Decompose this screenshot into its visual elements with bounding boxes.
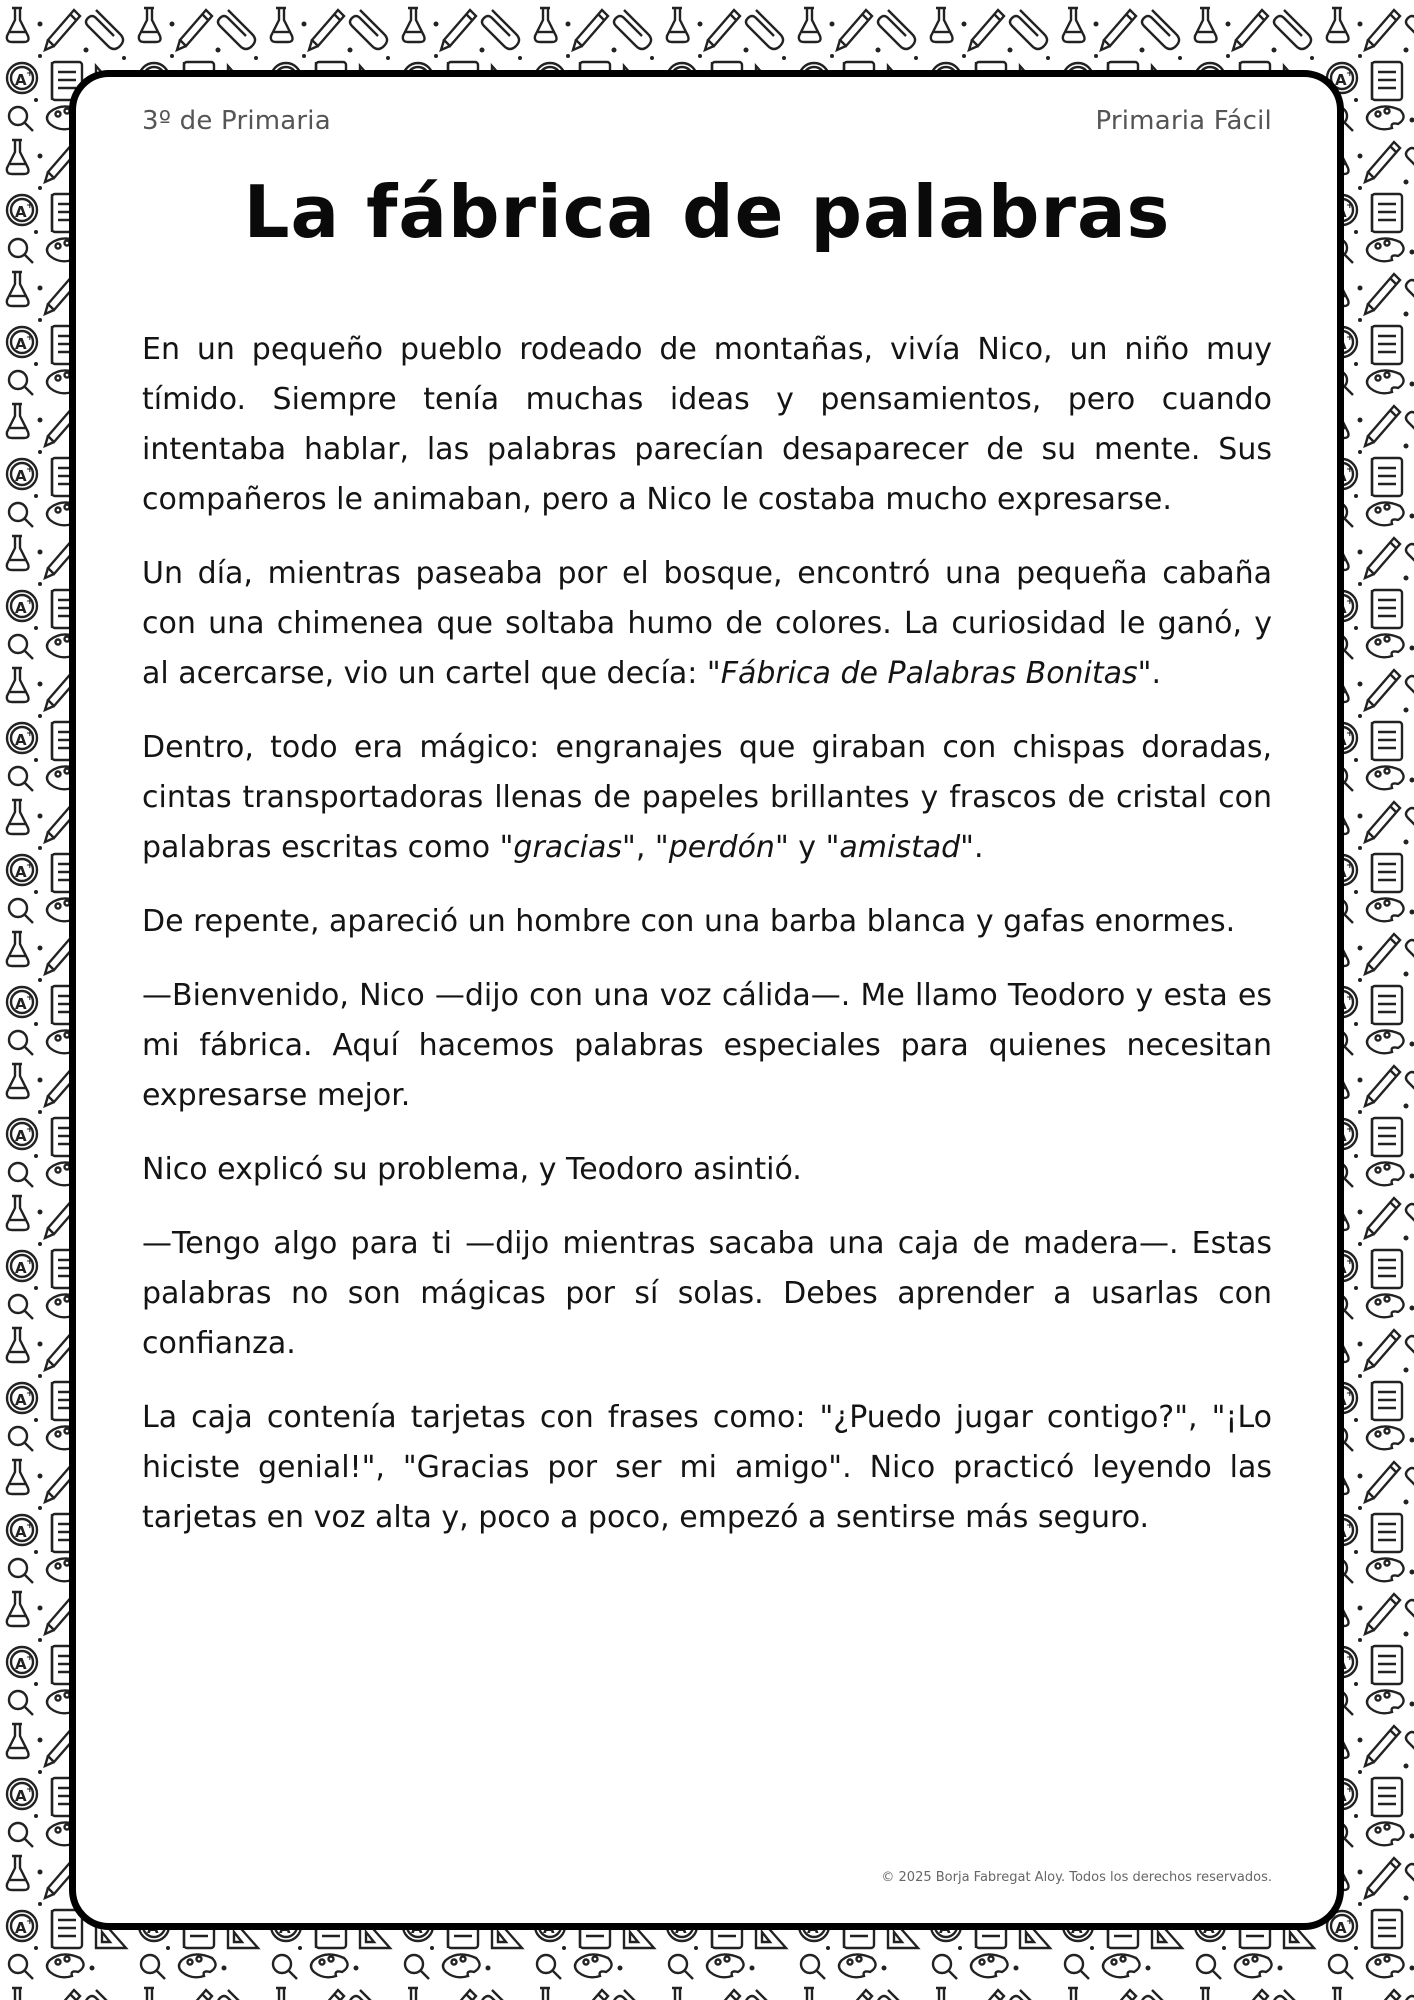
paragraph-6: Nico explicó su problema, y Teodoro asintió. [142,1152,802,1187]
paragraph-7: —Tengo algo para ti —dijo mientras sacaba una caja de madera—. Estas palabras no son mágicas por sí solas. Debes aprender a usarlas con confianza. [142,1226,1272,1361]
page-title: La fábrica de palabras [243,170,1171,254]
brand-label: Primaria Fácil [1095,106,1272,136]
paragraph-5: —Bienvenido, Nico —dijo con una voz cálida—. Me llamo Teodoro y esta es mi fábrica. Aquí hacemos palabras especiales para quienes necesitan expresarse mejor. [142,978,1272,1113]
separator-1: ", " [622,830,669,865]
paragraph-2 [142,549,1272,699]
paragraph-8: La caja contenía tarjetas con frases como: "¿Puedo jugar contigo?", "¡Lo hiciste genial!", "Gracias por ser mi amigo". Nico practicó leyendo las tarjetas en voz alta y, poco a poco, empezó a sentirse más seguro. [142,1400,1272,1535]
word-gracias: gracias [513,830,623,865]
paragraph-3-text: Dentro, todo era mágico: engranajes que giraban con chispas doradas, cintas transportadoras llenas de papeles brillantes y frascos de cristal con palabras escritas como " [142,730,1272,865]
grade-label: 3º de Primaria [142,106,331,136]
paragraph-1: En un pequeño pueblo rodeado de montañas, vivía Nico, un niño muy tímido. Siempre tenía muchas ideas y pensamientos, pero cuando intentaba hablar, las palabras parecían desaparecer de su mente. Sus compañeros le animaban, pero a Nico le costaba mucho expresarse. [142,332,1272,517]
paragraph-3 [142,723,1272,873]
story-text [142,325,1272,1567]
paragraph-2-end: ". [1137,656,1162,691]
word-amistad: amistad [839,830,961,865]
paragraph-3-end: ". [960,830,984,865]
sign-text: Fábrica de Palabras Bonitas [720,656,1138,691]
separator-2: " y " [774,830,840,865]
paragraph-4: De repente, apareció un hombre con una barba blanca y gafas enormes. [142,904,1236,939]
paragraph-2-text: Un día, mientras paseaba por el bosque, encontró una pequeña cabaña con una chimenea que soltaba humo de colores. La curiosidad le ganó, y al acercarse, vio un cartel que decía: " [142,556,1272,691]
word-perdon: perdón [668,830,775,865]
copyright-notice: © 2025 Borja Fabregat Aloy. Todos los derechos reservados. [881,1870,1272,1885]
